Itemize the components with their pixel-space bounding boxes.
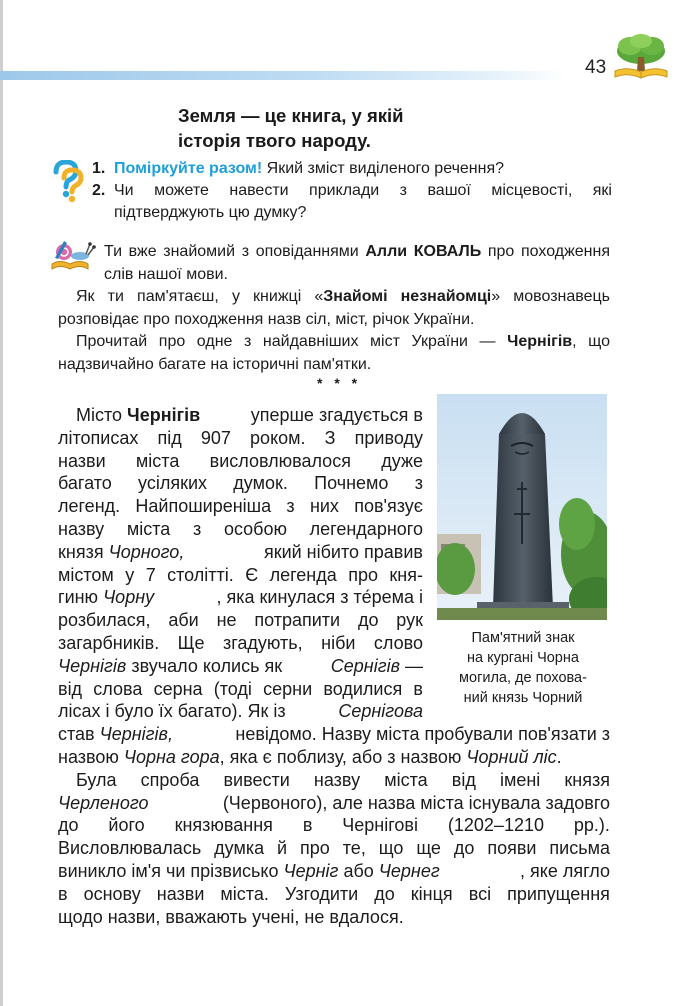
text-run: легенд. Найпоширеніша з них пов'язує (58, 496, 423, 517)
text-run: гиню (58, 587, 104, 608)
text-line (58, 609, 423, 632)
text-run: князя (58, 541, 109, 562)
text-line (58, 586, 423, 609)
text-run: лісах і було їх багато). Як із (58, 701, 286, 722)
epigraph-end: . (365, 130, 371, 151)
text-line (58, 472, 423, 495)
text-run: багато усіляких думок. Почнемо з (58, 473, 423, 494)
text-run: Висловлювалась думка й про те, що ще до появи письма (58, 838, 610, 859)
text-line (58, 700, 423, 723)
text-run: назву міста з особою легендарного (58, 518, 423, 539)
epigraph-line-1: Земля — це книга, у якій (178, 105, 404, 126)
text-run: , що надзвичайно багате на історичні пам'ятки. (58, 333, 610, 373)
section-separator: * * * (317, 375, 362, 391)
question-highlight: Поміркуйте разом! (114, 160, 263, 177)
question-text-continued: підтверджують цю думку? (114, 204, 307, 221)
caption-line: на кургані Чорна (467, 650, 579, 666)
caption-line: ний князь Чорний (463, 690, 583, 706)
text-run: назвою (58, 746, 124, 767)
city-name: Чернігів (127, 405, 201, 425)
italic-name: Чорний ліс (466, 746, 557, 767)
intro-paragraph-1 (58, 241, 610, 286)
text-run: загарбників. Ще згадують, ніби слово (58, 632, 423, 653)
text-run: (Червоного), але назва міста існувала задовго (222, 792, 610, 813)
text-run: » мовознавець розповідає про походження назв сіл, міст, річок України. (58, 288, 610, 328)
text-run: виникло ім'я чи прізвисько (58, 860, 284, 881)
epigraph-line-2 (178, 128, 404, 153)
intro-text (58, 241, 610, 376)
page-edge (0, 0, 3, 1006)
text-run: — (399, 655, 423, 676)
text-line (58, 541, 423, 564)
text-run: літописах під 907 роком. З приводу (58, 427, 423, 448)
text-run: Місто (76, 405, 128, 425)
text-line (58, 769, 610, 792)
text-run: , яке лягло (520, 860, 610, 881)
city-name: Чернігів (507, 333, 573, 350)
epigraph-underlined: історія твого народу (178, 130, 366, 151)
text-line (58, 427, 423, 450)
text-line (58, 518, 423, 541)
tree-book-icon (612, 33, 670, 83)
italic-name: Чорного, (108, 541, 185, 562)
text-run: звучало колись як (126, 655, 283, 676)
text-run: до його князювання в Чернігові (1202–1210 рр.). (58, 815, 610, 836)
text-line (58, 860, 610, 883)
author-name: Алли КОВАЛЬ (365, 243, 482, 260)
text-line (58, 495, 423, 518)
text-run: став (58, 724, 100, 745)
text-line (58, 678, 423, 701)
italic-name: Чернігів (58, 655, 127, 676)
intro-paragraph-2 (58, 286, 610, 331)
italic-name: Чорна гора (123, 746, 220, 767)
text-run: від слова серна (тоді серни водилися в (58, 678, 423, 699)
text-line (58, 564, 423, 587)
text-run: , яка є поблизу, або з назвою (219, 746, 467, 767)
italic-name: Чорну (103, 587, 155, 608)
italic-name: Черніг (283, 860, 339, 881)
text-run: невідомо. Назву міста пробували пов'язати з (235, 724, 610, 745)
text-run: Прочитай про одне з найдавніших міст України — (76, 333, 508, 350)
text-run: про походження слів нашої мови. (104, 243, 611, 283)
text-run: Як ти пам'ятаєш, у книжці « (76, 288, 324, 305)
text-line: назвою Чорна гора, яка є поблизу, або з назвою Чорний ліс. (58, 746, 562, 767)
text-line (58, 792, 610, 815)
text-line (58, 450, 423, 473)
question-text: Чи можете навести приклади з вашої місцевості, які (114, 182, 612, 199)
page-number: 43 (585, 57, 607, 78)
text-line (58, 837, 610, 860)
text-run: або (338, 860, 379, 881)
text-line (58, 723, 610, 746)
question-text: Який зміст виділеного речення? (262, 160, 505, 177)
italic-name: Сернігова (338, 701, 423, 722)
italic-name: Черленого (58, 792, 149, 813)
question-number: 1. (92, 160, 106, 177)
text-run: який нібито правив (263, 541, 423, 562)
header-bar (0, 71, 566, 80)
text-run: назви міста висловлювалося дуже (58, 450, 423, 471)
question-2 (92, 180, 612, 224)
question-line (92, 180, 612, 202)
questions-block (92, 158, 612, 224)
text-run: в основу назви міста. Узгодити до кінця всі припущення (58, 883, 610, 904)
question-number: 2. (92, 182, 106, 199)
text-run: уперше згадується в (250, 405, 423, 425)
epigraph (178, 103, 404, 153)
text-line (58, 404, 423, 427)
story-text (58, 404, 610, 928)
text-run: розбилася, аби не потрапити до рук (58, 610, 423, 631)
text-line (58, 655, 423, 678)
book-title: Знайомі незнайомці (323, 288, 492, 305)
caption-line: могила, де похова- (459, 670, 587, 686)
text-run: Була спроба вивести назву міста від імені князя (76, 769, 610, 790)
text-run: щодо назви, вважають учені, не вдалося. (58, 906, 404, 927)
caption-line: Пам'ятний знак (471, 630, 575, 646)
italic-name: Чернег (378, 860, 440, 881)
text-line (58, 883, 610, 906)
text-line (58, 632, 423, 655)
text-run: Ти вже знайомий з оповіданнями (104, 243, 366, 260)
italic-name: Чернігів, (99, 724, 173, 745)
question-1 (92, 158, 612, 180)
text-line (58, 906, 610, 929)
italic-name: Сернігів (330, 655, 400, 676)
text-run: , яка кинулася з те́рема і (216, 587, 423, 608)
intro-paragraph-3 (58, 331, 610, 376)
text-run: містом у 7 столітті. Є легенда про кня- (58, 564, 423, 585)
text-line (58, 814, 610, 837)
question-marks-icon (52, 160, 86, 204)
